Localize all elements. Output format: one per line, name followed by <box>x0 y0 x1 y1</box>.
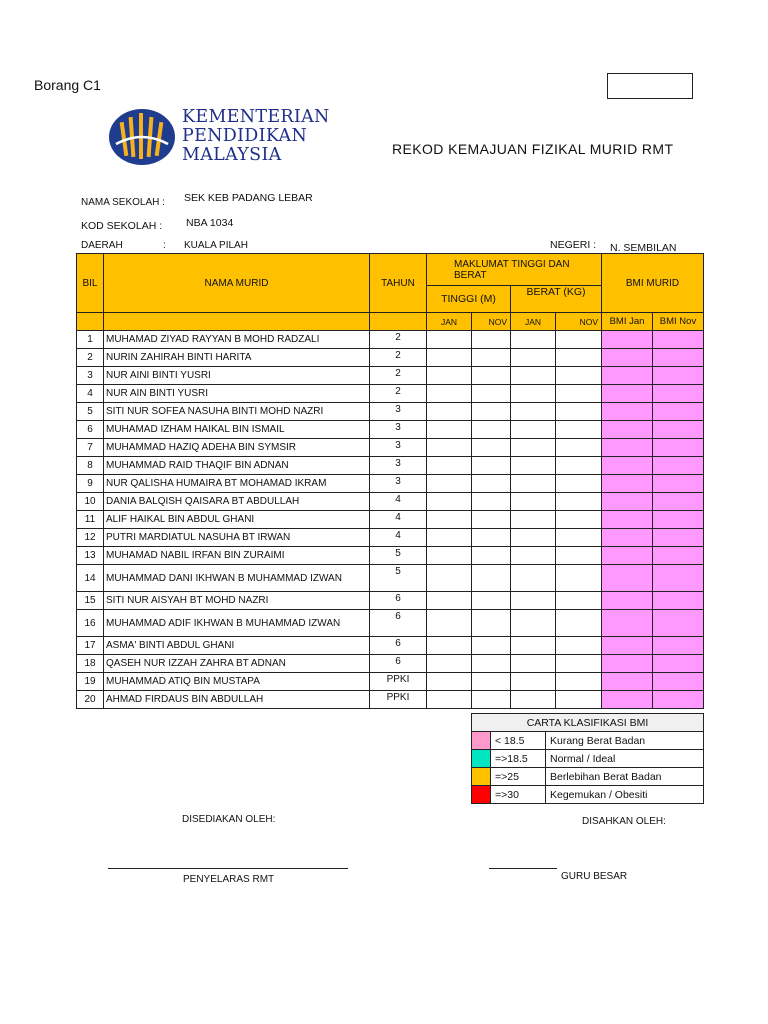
berat-jan-cell[interactable] <box>511 457 556 475</box>
legend-title: CARTA KLASIFIKASI BMI <box>472 714 704 732</box>
ministry-name-line1: KEMENTERIAN <box>182 107 330 127</box>
tinggi-jan-cell[interactable] <box>427 385 472 403</box>
table-row <box>77 673 704 691</box>
bmi-nov-cell[interactable] <box>653 592 704 610</box>
school-code-label: KOD SEKOLAH : <box>81 220 163 232</box>
berat-jan-cell[interactable] <box>511 349 556 367</box>
row-number: 5 <box>77 403 104 421</box>
tinggi-nov-cell[interactable] <box>472 367 511 385</box>
school-name-value: SEK KEB PADANG LEBAR <box>184 192 313 204</box>
student-name: MUHAMMAD RAID THAQIF BIN ADNAN <box>104 457 370 475</box>
prepared-by-label: DISEDIAKAN OLEH: <box>182 814 276 825</box>
student-name: AHMAD FIRDAUS BIN ABDULLAH <box>104 691 370 709</box>
row-number: 17 <box>77 637 104 655</box>
tinggi-nov-cell[interactable] <box>472 610 511 637</box>
student-name: NUR AINI BINTI YUSRI <box>104 367 370 385</box>
header-blank-tahun <box>370 313 427 331</box>
bmi-nov-cell[interactable] <box>653 421 704 439</box>
legend-swatch <box>472 732 491 750</box>
row-number: 14 <box>77 565 104 592</box>
bmi-nov-cell[interactable] <box>653 439 704 457</box>
bmi-jan-cell[interactable] <box>602 511 653 529</box>
form-code: Borang C1 <box>34 77 101 93</box>
student-year: 2 <box>370 349 427 367</box>
header-berat-nov: NOV <box>556 313 602 331</box>
table-row <box>77 565 704 592</box>
student-name: MUHAMMAD ADIF IKHWAN B MUHAMMAD IZWAN <box>104 610 370 637</box>
bmi-nov-cell[interactable] <box>653 349 704 367</box>
berat-jan-cell[interactable] <box>511 385 556 403</box>
coordinator-signature-line[interactable] <box>108 868 348 869</box>
state-value: N. SEMBILAN <box>610 242 677 254</box>
legend-swatch <box>472 750 491 768</box>
student-year: 3 <box>370 457 427 475</box>
legend-range: < 18.5 <box>491 732 546 750</box>
row-number: 19 <box>77 673 104 691</box>
student-year: 5 <box>370 565 427 592</box>
table-row <box>77 439 704 457</box>
tinggi-nov-cell[interactable] <box>472 673 511 691</box>
district-value: KUALA PILAH <box>184 240 248 251</box>
student-year: 2 <box>370 367 427 385</box>
student-year: 4 <box>370 493 427 511</box>
student-year: 6 <box>370 592 427 610</box>
student-name: NUR QALISHA HUMAIRA BT MOHAMAD IKRAM <box>104 475 370 493</box>
student-year: 4 <box>370 511 427 529</box>
tinggi-jan-cell[interactable] <box>427 592 472 610</box>
berat-nov-cell[interactable] <box>556 610 602 637</box>
header-berat-jan: JAN <box>511 313 556 331</box>
tinggi-nov-cell[interactable] <box>472 547 511 565</box>
bmi-nov-cell[interactable] <box>653 691 704 709</box>
tinggi-jan-cell[interactable] <box>427 367 472 385</box>
berat-nov-cell[interactable] <box>556 421 602 439</box>
headmaster-signature-line[interactable] <box>489 868 557 869</box>
tinggi-nov-cell[interactable] <box>472 493 511 511</box>
legend-swatch <box>472 768 491 786</box>
table-row <box>77 592 704 610</box>
ministry-name-line3: MALAYSIA <box>182 145 282 165</box>
berat-jan-cell[interactable] <box>511 511 556 529</box>
legend-label: Kegemukan / Obesiti <box>546 786 704 804</box>
legend-row <box>472 732 704 750</box>
tinggi-jan-cell[interactable] <box>427 655 472 673</box>
tinggi-nov-cell[interactable] <box>472 511 511 529</box>
student-name: SITI NUR AISYAH BT MOHD NAZRI <box>104 592 370 610</box>
tinggi-jan-cell[interactable] <box>427 457 472 475</box>
berat-nov-cell[interactable] <box>556 691 602 709</box>
tinggi-jan-cell[interactable] <box>427 349 472 367</box>
table-row <box>77 421 704 439</box>
table-row <box>77 457 704 475</box>
student-year: 2 <box>370 385 427 403</box>
ministry-name <box>182 108 330 165</box>
school-name-label: NAMA SEKOLAH : <box>81 197 165 208</box>
berat-nov-cell[interactable] <box>556 637 602 655</box>
bmi-jan-cell[interactable] <box>602 547 653 565</box>
student-name: MUHAMMAD HAZIQ ADEHA BIN SYMSIR <box>104 439 370 457</box>
row-number: 16 <box>77 610 104 637</box>
bmi-nov-cell[interactable] <box>653 547 704 565</box>
legend-row <box>472 750 704 768</box>
table-row <box>77 637 704 655</box>
tinggi-jan-cell[interactable] <box>427 673 472 691</box>
table-row <box>77 493 704 511</box>
tinggi-jan-cell[interactable] <box>427 493 472 511</box>
berat-jan-cell[interactable] <box>511 610 556 637</box>
legend-label: Berlebihan Berat Badan <box>546 768 704 786</box>
berat-jan-cell[interactable] <box>511 547 556 565</box>
table-row <box>77 331 704 349</box>
tinggi-jan-cell[interactable] <box>427 439 472 457</box>
tinggi-nov-cell[interactable] <box>472 421 511 439</box>
legend-row <box>472 768 704 786</box>
headmaster-title: GURU BESAR <box>561 871 628 882</box>
table-row <box>77 367 704 385</box>
bmi-nov-cell[interactable] <box>653 385 704 403</box>
berat-jan-cell[interactable] <box>511 637 556 655</box>
student-year: 3 <box>370 421 427 439</box>
tinggi-nov-cell[interactable] <box>472 592 511 610</box>
berat-jan-cell[interactable] <box>511 529 556 547</box>
tinggi-jan-cell[interactable] <box>427 691 472 709</box>
berat-nov-cell[interactable] <box>556 655 602 673</box>
bmi-jan-cell[interactable] <box>602 457 653 475</box>
student-name: DANIA BALQISH QAISARA BT ABDULLAH <box>104 493 370 511</box>
student-year: 3 <box>370 403 427 421</box>
berat-jan-cell[interactable] <box>511 403 556 421</box>
tinggi-nov-cell[interactable] <box>472 457 511 475</box>
legend-range: =>25 <box>491 768 546 786</box>
student-name: MUHAMMAD DANI IKHWAN B MUHAMMAD IZWAN <box>104 565 370 592</box>
table-row <box>77 529 704 547</box>
row-number: 20 <box>77 691 104 709</box>
legend-row <box>472 786 704 804</box>
tinggi-nov-cell[interactable] <box>472 349 511 367</box>
student-year: 4 <box>370 529 427 547</box>
bmi-nov-cell[interactable] <box>653 331 704 349</box>
table-row <box>77 655 704 673</box>
bmi-jan-cell[interactable] <box>602 637 653 655</box>
tinggi-nov-cell[interactable] <box>472 475 511 493</box>
table-row <box>77 475 704 493</box>
row-number: 13 <box>77 547 104 565</box>
tinggi-nov-cell[interactable] <box>472 529 511 547</box>
coordinator-title: PENYELARAS RMT <box>183 874 275 885</box>
header-tinggi-jan: JAN <box>427 313 472 331</box>
legend-range: =>30 <box>491 786 546 804</box>
bmi-jan-cell[interactable] <box>602 421 653 439</box>
berat-nov-cell[interactable] <box>556 511 602 529</box>
bmi-nov-cell[interactable] <box>653 511 704 529</box>
district-label: DAERAH <box>81 240 123 251</box>
student-name: MUHAMAD ZIYAD RAYYAN B MOHD RADZALI <box>104 331 370 349</box>
bmi-jan-cell[interactable] <box>602 691 653 709</box>
berat-nov-cell[interactable] <box>556 385 602 403</box>
student-rows <box>77 331 704 709</box>
student-name: MUHAMAD IZHAM HAIKAL BIN ISMAIL <box>104 421 370 439</box>
table-row <box>77 610 704 637</box>
header-blank-nama <box>104 313 370 331</box>
header-blank-bil <box>77 313 104 331</box>
bmi-nov-cell[interactable] <box>653 403 704 421</box>
row-number: 12 <box>77 529 104 547</box>
bmi-jan-cell[interactable] <box>602 565 653 592</box>
table-row <box>77 385 704 403</box>
bmi-jan-cell[interactable] <box>602 673 653 691</box>
row-number: 18 <box>77 655 104 673</box>
berat-nov-cell[interactable] <box>556 673 602 691</box>
student-table <box>76 253 704 709</box>
bmi-jan-cell[interactable] <box>602 367 653 385</box>
tinggi-jan-cell[interactable] <box>427 565 472 592</box>
tinggi-nov-cell[interactable] <box>472 385 511 403</box>
legend-swatch <box>472 786 491 804</box>
district-colon: : <box>163 240 166 251</box>
table-row <box>77 511 704 529</box>
student-name: QASEH NUR IZZAH ZAHRA BT ADNAN <box>104 655 370 673</box>
berat-nov-cell[interactable] <box>556 475 602 493</box>
student-name: MUHAMAD NABIL IRFAN BIN ZURAIMI <box>104 547 370 565</box>
berat-nov-cell[interactable] <box>556 403 602 421</box>
berat-jan-cell[interactable] <box>511 655 556 673</box>
state-label: NEGERI : <box>550 239 597 251</box>
header-tahun: TAHUN <box>370 254 427 313</box>
berat-jan-cell[interactable] <box>511 592 556 610</box>
bmi-nov-cell[interactable] <box>653 673 704 691</box>
row-number: 2 <box>77 349 104 367</box>
student-name: PUTRI MARDIATUL NASUHA BT IRWAN <box>104 529 370 547</box>
student-name: ASMA' BINTI ABDUL GHANI <box>104 637 370 655</box>
row-number: 8 <box>77 457 104 475</box>
bmi-jan-cell[interactable] <box>602 439 653 457</box>
bmi-legend <box>471 713 704 804</box>
legend-range: =>18.5 <box>491 750 546 768</box>
berat-nov-cell[interactable] <box>556 331 602 349</box>
berat-jan-cell[interactable] <box>511 673 556 691</box>
header-tinggi-nov: NOV <box>472 313 511 331</box>
bmi-nov-cell[interactable] <box>653 610 704 637</box>
tinggi-nov-cell[interactable] <box>472 565 511 592</box>
tinggi-jan-cell[interactable] <box>427 403 472 421</box>
berat-nov-cell[interactable] <box>556 493 602 511</box>
bmi-jan-cell[interactable] <box>602 385 653 403</box>
berat-jan-cell[interactable] <box>511 493 556 511</box>
legend-label: Normal / Ideal <box>546 750 704 768</box>
berat-nov-cell[interactable] <box>556 529 602 547</box>
bmi-nov-cell[interactable] <box>653 457 704 475</box>
form-number-box[interactable] <box>607 73 693 99</box>
bmi-nov-cell[interactable] <box>653 475 704 493</box>
student-year: 6 <box>370 610 427 637</box>
tinggi-nov-cell[interactable] <box>472 691 511 709</box>
header-maklumat: MAKLUMAT TINGGI DAN BERAT <box>427 254 602 286</box>
berat-jan-cell[interactable] <box>511 331 556 349</box>
berat-nov-cell[interactable] <box>556 439 602 457</box>
header-nama-murid: NAMA MURID <box>104 254 370 313</box>
bmi-nov-cell[interactable] <box>653 637 704 655</box>
tinggi-nov-cell[interactable] <box>472 439 511 457</box>
tinggi-nov-cell[interactable] <box>472 655 511 673</box>
berat-jan-cell[interactable] <box>511 421 556 439</box>
ministry-logo-icon <box>108 108 176 168</box>
table-row <box>77 403 704 421</box>
berat-jan-cell[interactable] <box>511 691 556 709</box>
approved-by-label: DISAHKAN OLEH: <box>582 816 666 827</box>
bmi-jan-cell[interactable] <box>602 349 653 367</box>
berat-jan-cell[interactable] <box>511 439 556 457</box>
table-row <box>77 349 704 367</box>
student-name: SITI NUR SOFEA NASUHA BINTI MOHD NAZRI <box>104 403 370 421</box>
page-title: REKOD KEMAJUAN FIZIKAL MURID RMT <box>392 141 674 157</box>
berat-jan-cell[interactable] <box>511 475 556 493</box>
tinggi-jan-cell[interactable] <box>427 637 472 655</box>
tinggi-jan-cell[interactable] <box>427 511 472 529</box>
bmi-jan-cell[interactable] <box>602 529 653 547</box>
row-number: 10 <box>77 493 104 511</box>
tinggi-nov-cell[interactable] <box>472 403 511 421</box>
student-year: 3 <box>370 439 427 457</box>
row-number: 7 <box>77 439 104 457</box>
bmi-jan-cell[interactable] <box>602 331 653 349</box>
bmi-jan-cell[interactable] <box>602 475 653 493</box>
row-number: 1 <box>77 331 104 349</box>
berat-nov-cell[interactable] <box>556 547 602 565</box>
header-berat: BERAT (KG) <box>511 286 602 313</box>
header-tinggi: TINGGI (M) <box>427 286 511 313</box>
tinggi-jan-cell[interactable] <box>427 547 472 565</box>
tinggi-jan-cell[interactable] <box>427 610 472 637</box>
row-number: 3 <box>77 367 104 385</box>
row-number: 15 <box>77 592 104 610</box>
tinggi-nov-cell[interactable] <box>472 331 511 349</box>
student-year: PPKI <box>370 691 427 709</box>
bmi-jan-cell[interactable] <box>602 592 653 610</box>
ministry-name-line2: PENDIDIKAN <box>182 126 308 146</box>
table-row <box>77 547 704 565</box>
row-number: 4 <box>77 385 104 403</box>
student-name: NUR AIN BINTI YUSRI <box>104 385 370 403</box>
row-number: 9 <box>77 475 104 493</box>
school-code-value: NBA 1034 <box>186 217 234 229</box>
bmi-nov-cell[interactable] <box>653 565 704 592</box>
student-year: PPKI <box>370 673 427 691</box>
berat-nov-cell[interactable] <box>556 367 602 385</box>
legend-label: Kurang Berat Badan <box>546 732 704 750</box>
tinggi-jan-cell[interactable] <box>427 475 472 493</box>
student-name: NURIN ZAHIRAH BINTI HARITA <box>104 349 370 367</box>
bmi-nov-cell[interactable] <box>653 529 704 547</box>
row-number: 6 <box>77 421 104 439</box>
student-year: 6 <box>370 655 427 673</box>
bmi-nov-cell[interactable] <box>653 655 704 673</box>
header-bmi-murid: BMI MURID <box>602 254 704 313</box>
student-name: ALIF HAIKAL BIN ABDUL GHANI <box>104 511 370 529</box>
bmi-jan-cell[interactable] <box>602 493 653 511</box>
berat-nov-cell[interactable] <box>556 349 602 367</box>
student-name: MUHAMMAD ATIQ BIN MUSTAPA <box>104 673 370 691</box>
tinggi-jan-cell[interactable] <box>427 421 472 439</box>
header-bil: BIL <box>77 254 104 313</box>
bmi-nov-cell[interactable] <box>653 493 704 511</box>
bmi-jan-cell[interactable] <box>602 403 653 421</box>
student-year: 2 <box>370 331 427 349</box>
bmi-jan-cell[interactable] <box>602 655 653 673</box>
header-bmi-nov: BMI Nov <box>653 313 704 331</box>
berat-jan-cell[interactable] <box>511 565 556 592</box>
berat-nov-cell[interactable] <box>556 457 602 475</box>
bmi-jan-cell[interactable] <box>602 610 653 637</box>
berat-nov-cell[interactable] <box>556 592 602 610</box>
student-year: 5 <box>370 547 427 565</box>
header-bmi-jan: BMI Jan <box>602 313 653 331</box>
tinggi-nov-cell[interactable] <box>472 637 511 655</box>
berat-nov-cell[interactable] <box>556 565 602 592</box>
berat-jan-cell[interactable] <box>511 367 556 385</box>
bmi-nov-cell[interactable] <box>653 367 704 385</box>
student-year: 3 <box>370 475 427 493</box>
row-number: 11 <box>77 511 104 529</box>
tinggi-jan-cell[interactable] <box>427 331 472 349</box>
table-row <box>77 691 704 709</box>
tinggi-jan-cell[interactable] <box>427 529 472 547</box>
student-year: 6 <box>370 637 427 655</box>
